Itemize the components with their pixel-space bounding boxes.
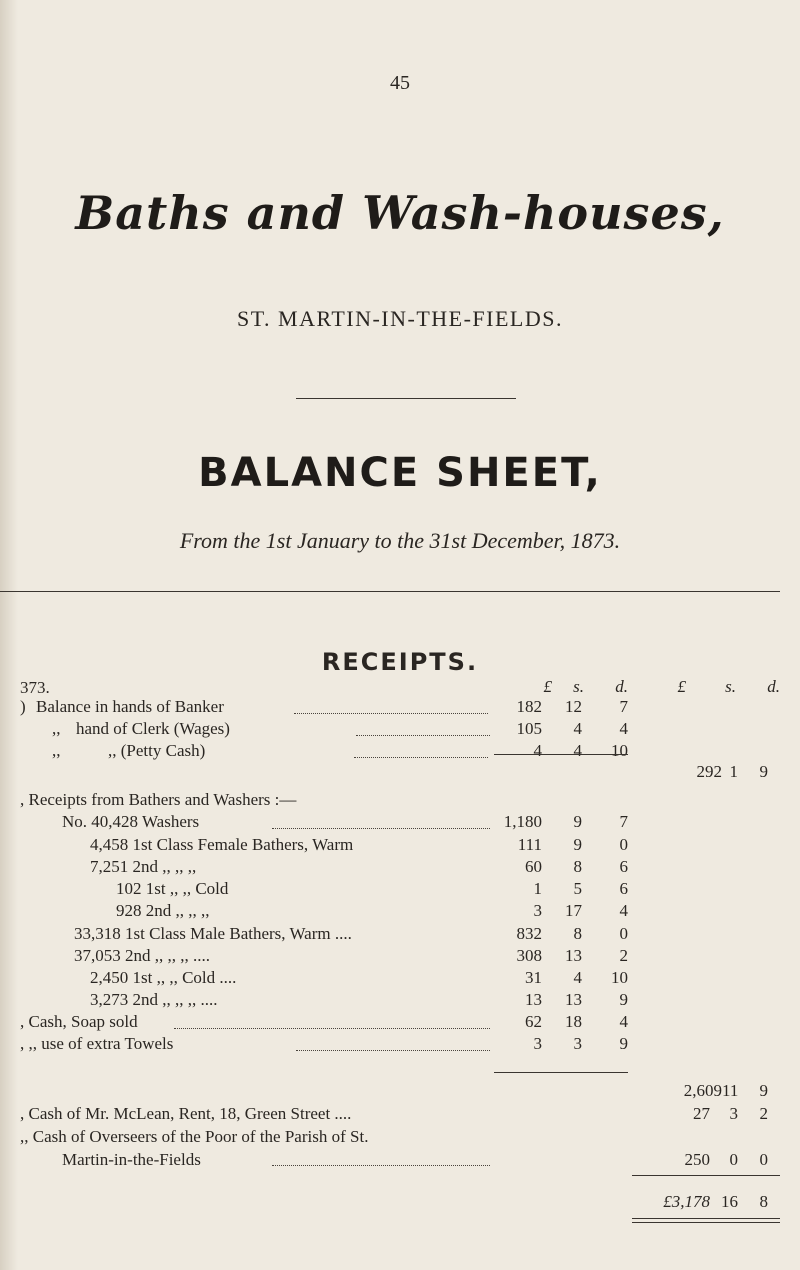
overseers-shillings: 0 (729, 1150, 738, 1169)
balance-row-shillings: 4 (573, 719, 582, 738)
title-divider (296, 398, 516, 399)
subtotal-rule-2 (494, 1072, 628, 1073)
parish-name: ST. MARTIN-IN-THE-FIELDS. (236, 306, 563, 331)
receipt-row-label: 3,273 2nd ,, ,, ,, .... (90, 990, 218, 1009)
receipts-from-bathers-heading: , Receipts from Bathers and Washers :— (20, 790, 297, 809)
receipt-row-shillings: 18 (565, 1012, 582, 1031)
overseers-label-1: ,, Cash of Overseers of the Poor of the Parish of St. (20, 1127, 369, 1146)
grand-total-rule-top (632, 1175, 780, 1176)
receipt-row-pence: 7 (619, 812, 628, 831)
mclean-shillings: 3 (729, 1104, 738, 1123)
header-shillings-2: s. (725, 677, 736, 696)
mclean-pence: 2 (759, 1104, 768, 1123)
receipt-row-label: , Cash, Soap sold (20, 1012, 138, 1031)
receipt-row-shillings: 9 (573, 835, 582, 854)
balance-row-label: ,, (Petty Cash) (108, 741, 206, 760)
grand-total-rule-2 (632, 1222, 780, 1223)
balance-row-pence: 7 (619, 697, 628, 716)
balance-row-pence: 10 (611, 741, 628, 760)
receipt-row-label: 2,450 1st ,, ,, Cold .... (90, 968, 237, 987)
header-pence-1: d. (615, 677, 628, 696)
balance-row-prefix: ,, (52, 741, 61, 760)
header-pounds-1: £ (543, 677, 552, 696)
receipt-row-label: No. 40,428 Washers (62, 812, 200, 831)
balance-row-label: hand of Clerk (Wages) (76, 719, 230, 738)
document-title: Baths and Wash-houses, (75, 186, 725, 240)
header-shillings-1: s. (573, 677, 584, 696)
receipt-row-pence: 0 (619, 835, 628, 854)
receipt-row-pence: 4 (619, 1012, 628, 1031)
balance-total-pounds: 292 (696, 762, 722, 781)
receipt-row-pence: 9 (619, 1034, 628, 1053)
receipt-row-shillings: 8 (573, 857, 582, 876)
receipt-row-label: 37,053 2nd ,, ,, ,, .... (74, 946, 210, 965)
receipt-row-shillings: 17 (565, 901, 582, 920)
balance-total-pence: 9 (759, 762, 768, 781)
receipt-row-pounds: 60 (525, 857, 542, 876)
receipt-row-shillings: 9 (573, 812, 582, 831)
grand-total-pence: 8 (759, 1192, 768, 1211)
grand-total-shillings: 16 (721, 1192, 738, 1211)
grand-total-pounds: £3,178 (663, 1192, 710, 1211)
balance-row-pounds: 4 (533, 741, 542, 760)
receipt-row-pounds: 62 (525, 1012, 542, 1031)
grand-total-rule-1 (632, 1218, 780, 1219)
balance-row-pounds: 182 (516, 697, 542, 716)
receipt-row-pounds: 832 (516, 924, 542, 943)
leader-dots (354, 757, 488, 758)
receipt-row-pounds: 1 (533, 879, 542, 898)
receipt-row-pounds: 1,180 (503, 812, 542, 831)
leader-dots (294, 713, 488, 714)
receipt-row-pence: 9 (619, 990, 628, 1009)
receipt-row-pounds: 13 (525, 990, 542, 1009)
receipt-row-pounds: 308 (516, 946, 542, 965)
receipt-row-label: , ,, use of extra Towels (20, 1034, 174, 1053)
receipt-row-shillings: 13 (565, 990, 582, 1009)
overseers-leader-dots (272, 1165, 490, 1166)
balance-row-pence: 4 (619, 719, 628, 738)
mclean-label: , Cash of Mr. McLean, Rent, 18, Green Street .... (20, 1104, 352, 1123)
leader-dots (174, 1028, 490, 1029)
receipt-row-label: 33,318 1st Class Male Bathers, Warm .... (74, 924, 352, 943)
section-divider (0, 591, 780, 592)
receipt-row-label: 4,458 1st Class Female Bathers, Warm (90, 835, 354, 854)
receipt-row-shillings: 13 (565, 946, 582, 965)
receipt-row-shillings: 5 (573, 879, 582, 898)
balance-row-prefix: ,, (52, 719, 61, 738)
leader-dots (356, 735, 490, 736)
receipt-row-pounds: 3 (533, 1034, 542, 1053)
receipt-row-label: 102 1st ,, ,, Cold (116, 879, 229, 898)
year-fragment: 373. (20, 678, 50, 697)
page-number: 45 (390, 72, 410, 94)
balance-row-pounds: 105 (516, 719, 542, 738)
receipt-row-label: 7,251 2nd ,, ,, ,, (90, 857, 197, 876)
receipt-row-shillings: 3 (573, 1034, 582, 1053)
balance-sheet-title: BALANCE SHEET, (198, 450, 602, 496)
overseers-pounds: 250 (684, 1150, 710, 1169)
receipt-row-shillings: 8 (573, 924, 582, 943)
receipt-row-pence: 6 (619, 857, 628, 876)
balance-row-shillings: 4 (573, 741, 582, 760)
receipts-total-shillings: 11 (722, 1081, 739, 1100)
receipts-total-pounds: 2,609 (683, 1081, 722, 1100)
period-line: From the 1st January to the 31st December, 1873. (179, 528, 621, 553)
receipt-row-pence: 10 (611, 968, 628, 987)
leader-dots (296, 1050, 490, 1051)
receipt-row-pounds: 31 (525, 968, 542, 987)
receipts-total-pence: 9 (759, 1081, 768, 1100)
leader-dots (272, 828, 490, 829)
receipt-row-pence: 0 (619, 924, 628, 943)
receipt-row-shillings: 4 (573, 968, 582, 987)
header-pounds-2: £ (677, 677, 686, 696)
receipt-row-pounds: 111 (517, 835, 542, 854)
balance-row-shillings: 12 (565, 697, 582, 716)
receipt-row-pence: 6 (619, 879, 628, 898)
receipts-heading: RECEIPTS. (321, 648, 479, 676)
receipt-row-pence: 4 (619, 901, 628, 920)
header-pence-2: d. (767, 677, 780, 696)
balance-row-prefix: ) (20, 697, 26, 716)
receipt-row-label: 928 2nd ,, ,, ,, (116, 901, 210, 920)
receipt-row-pounds: 3 (533, 901, 542, 920)
balance-row-label: Balance in hands of Banker (36, 697, 224, 716)
overseers-pence: 0 (759, 1150, 768, 1169)
mclean-pounds: 27 (693, 1104, 710, 1123)
subtotal-rule-1 (494, 754, 628, 755)
balance-total-shillings: 1 (729, 762, 738, 781)
receipt-row-pence: 2 (619, 946, 628, 965)
overseers-label-2: Martin-in-the-Fields (62, 1150, 201, 1169)
